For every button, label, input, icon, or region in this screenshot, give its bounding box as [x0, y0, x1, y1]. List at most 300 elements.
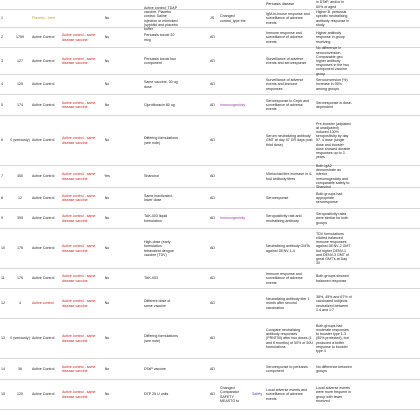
row-number-cell-text: 8	[1, 195, 3, 200]
change-note-cell[interactable]	[219, 48, 251, 74]
reviewer-cell[interactable]	[209, 0, 219, 9]
sample-size-cell-text: 399	[17, 216, 23, 221]
table-row[interactable]	[0, 48, 420, 75]
table-row[interactable]	[0, 269, 420, 289]
flag-cell[interactable]	[101, 0, 113, 9]
outcome-measure-cell-text: Vibriocidal titre increase in 4-fold antibody titres	[266, 172, 313, 181]
sample-size-cell-text: 120	[17, 392, 23, 397]
control-category-cell[interactable]	[61, 209, 101, 228]
flag-cell[interactable]	[101, 75, 113, 94]
flag-cell-text: No	[104, 35, 110, 40]
reviewer-cell[interactable]	[209, 229, 219, 268]
comparator-type-cell-text: Active Control	[32, 174, 55, 179]
comparator-description-cell[interactable]	[143, 48, 179, 74]
reviewer-cell[interactable]	[209, 209, 219, 228]
control-category-cell[interactable]	[61, 116, 101, 165]
sample-size-cell[interactable]	[9, 95, 31, 115]
sample-size-cell[interactable]	[9, 0, 31, 9]
row-number-cell-text: 3	[1, 58, 3, 63]
outcome-tag-cell[interactable]	[251, 0, 265, 9]
outcome-result-cell[interactable]	[315, 269, 353, 288]
comparator-type-cell-text: Placebo - inert	[32, 16, 56, 21]
flag-cell-text: No	[104, 16, 110, 21]
reviewer-cell[interactable]	[209, 116, 219, 165]
outcome-result-cell[interactable]	[315, 229, 353, 268]
reviewer-cell[interactable]	[209, 380, 219, 409]
outcome-measure-cell-text: Local adverse events and surveillance of adverse events	[266, 388, 307, 401]
outcome-result-cell[interactable]	[315, 0, 353, 9]
outcome-tag-cell[interactable]	[251, 95, 265, 115]
control-category-cell[interactable]	[61, 166, 101, 187]
flag-cell-text: No	[104, 246, 110, 251]
table-row[interactable]	[0, 359, 420, 380]
table-row[interactable]	[0, 28, 420, 48]
table-row[interactable]	[0, 289, 420, 319]
comparator-type-cell-text: Active Control	[32, 102, 55, 107]
table-row[interactable]	[0, 209, 420, 229]
sample-size-cell-text: 1759	[16, 35, 24, 40]
flag-cell[interactable]	[101, 269, 113, 288]
outcome-result-cell[interactable]	[315, 359, 353, 379]
row-number-cell[interactable]	[0, 95, 9, 115]
control-category-cell-text: Active control - same disease vaccine	[62, 390, 96, 399]
change-note-cell[interactable]	[219, 359, 251, 379]
reviewer-cell-text: AD	[210, 102, 215, 107]
sample-size-cell[interactable]	[9, 48, 31, 74]
comparator-description-cell[interactable]	[143, 116, 179, 165]
row-number-cell-text: 11	[1, 276, 5, 281]
comparator-type-cell[interactable]	[31, 209, 61, 228]
outcome-measure-cell[interactable]	[265, 28, 315, 47]
change-note-cell[interactable]	[219, 116, 251, 165]
outcome-measure-cell[interactable]	[265, 380, 315, 409]
change-note-cell-text: Immunogenicity	[220, 102, 246, 107]
row-number-cell[interactable]	[0, 75, 9, 94]
comparator-type-cell[interactable]	[31, 269, 61, 288]
outcome-result-cell-text: Seroresponse w dose-dependent	[316, 100, 352, 109]
format-cell[interactable]	[113, 10, 143, 27]
outcome-measure-cell[interactable]	[265, 95, 315, 115]
sample-size-cell[interactable]	[9, 116, 31, 165]
outcome-measure-cell[interactable]	[265, 48, 315, 74]
reviewer-cell[interactable]	[209, 269, 219, 288]
sample-size-cell[interactable]	[9, 319, 31, 358]
control-category-cell-text: Active control - same disease vaccine	[62, 56, 96, 65]
row-number-cell-text: 7	[1, 174, 3, 179]
role-cell[interactable]	[179, 380, 209, 409]
outcome-measure-cell-text: Immune response and surveillance of adverse events	[266, 272, 303, 285]
table-row[interactable]	[0, 116, 420, 166]
control-category-cell[interactable]	[61, 10, 101, 27]
control-category-cell-text: Active control - same disease vaccine	[62, 214, 96, 223]
reviewer-cell-text: JS	[210, 16, 215, 21]
comparator-type-cell[interactable]	[31, 380, 61, 409]
change-note-cell[interactable]	[219, 0, 251, 9]
reviewer-cell[interactable]	[209, 75, 219, 94]
comparator-type-cell[interactable]	[31, 48, 61, 74]
comparator-description-cell-text: Ciprofloxacin 80 ug	[144, 102, 175, 107]
outcome-measure-cell[interactable]	[265, 75, 315, 94]
outcome-result-cell[interactable]	[315, 380, 353, 409]
outcome-result-cell-text: Pre-booster (adjusted at unadjusted) induced 100% seropositivity by day 57. 4 dose (single dose and booster dose showed durable responses up to 3 years	[316, 121, 351, 160]
comparator-description-cell[interactable]	[143, 188, 179, 208]
outcome-measure-cell[interactable]	[265, 10, 315, 27]
outcome-measure-cell[interactable]	[265, 166, 315, 187]
outcome-measure-cell-text: Serum neutralizing antibody GMT at day 57 GR days post third dose)	[266, 134, 313, 147]
control-category-cell[interactable]	[61, 75, 101, 94]
flag-cell-text: No	[104, 102, 110, 107]
flag-cell-text: No	[104, 336, 110, 341]
sample-size-cell[interactable]	[9, 75, 31, 94]
outcome-result-cell[interactable]	[315, 48, 353, 74]
row-number-cell-text: 12	[1, 301, 5, 306]
format-cell[interactable]	[113, 209, 143, 228]
table-row[interactable]	[0, 5, 420, 31]
comparator-type-cell-text: Active Control	[32, 336, 55, 341]
format-cell[interactable]	[113, 380, 143, 409]
table-row[interactable]	[0, 95, 420, 116]
row-number-cell[interactable]	[0, 188, 9, 208]
comparator-description-cell-text: Different dose of same vaccine	[144, 299, 171, 308]
role-cell[interactable]	[179, 209, 209, 228]
format-cell[interactable]	[113, 289, 143, 318]
row-number-cell-text: 5	[1, 102, 3, 107]
role-cell[interactable]	[179, 269, 209, 288]
comparator-description-cell[interactable]	[143, 28, 179, 47]
reviewer-cell-text: AD	[210, 276, 215, 281]
comparator-description-cell-text: Same inactivated, lower dose	[144, 193, 173, 202]
row-number-cell[interactable]	[0, 48, 9, 74]
outcome-measure-cell[interactable]	[265, 319, 315, 358]
format-cell[interactable]	[113, 188, 143, 208]
control-category-cell-text: Active control - same disease vaccine	[62, 193, 96, 202]
flag-cell[interactable]	[101, 380, 113, 409]
table-row[interactable]	[0, 0, 420, 10]
outcome-result-cell[interactable]	[315, 209, 353, 228]
flag-cell[interactable]	[101, 319, 113, 358]
reviewer-cell-text: AD	[210, 366, 215, 371]
comparator-type-cell-text: Active Control	[32, 58, 55, 63]
outcome-result-cell-text: Both IgA2 demonstrate an inferior immunogenicity and comparable safety to Shanchol	[316, 163, 350, 189]
format-cell[interactable]	[113, 229, 143, 268]
change-note-cell[interactable]	[219, 380, 251, 409]
outcome-result-cell[interactable]	[315, 95, 353, 115]
outcome-result-cell-text: Higher antibody response in group receiving	[316, 31, 345, 44]
sample-size-cell[interactable]	[9, 229, 31, 268]
outcome-measure-cell[interactable]	[265, 289, 315, 318]
role-cell[interactable]	[179, 166, 209, 187]
flag-cell-text: No	[104, 195, 110, 200]
outcome-tag-cell[interactable]	[251, 28, 265, 47]
format-cell[interactable]	[113, 319, 143, 358]
row-number-cell[interactable]	[0, 28, 9, 47]
outcome-measure-cell[interactable]	[265, 229, 315, 268]
comparator-type-cell[interactable]	[31, 116, 61, 165]
sample-size-cell-text: 0 (seriously)	[10, 138, 30, 143]
row-number-cell[interactable]	[0, 10, 9, 27]
outcome-result-cell-text: Seroconversion (%). Increase in 95% among groups	[316, 78, 349, 91]
reviewer-cell[interactable]	[209, 28, 219, 47]
role-cell[interactable]	[179, 48, 209, 74]
flag-cell[interactable]	[101, 359, 113, 379]
control-category-cell[interactable]	[61, 28, 101, 47]
table-row[interactable]	[0, 163, 420, 189]
comparator-description-cell[interactable]	[143, 209, 179, 228]
outcome-tag-cell[interactable]	[251, 48, 265, 74]
comparator-type-cell-text: Active Control	[32, 82, 55, 87]
outcome-measure-cell-text: Surveillance of adverse events and seroresponse	[266, 56, 307, 65]
sample-size-cell-text: 127	[17, 58, 23, 63]
outcome-measure-cell[interactable]	[265, 209, 315, 228]
role-cell[interactable]	[179, 0, 209, 9]
comparator-type-cell[interactable]	[31, 319, 61, 358]
outcome-tag-cell[interactable]	[251, 166, 265, 187]
comparator-type-cell-text: Active Control	[32, 276, 55, 281]
change-note-cell[interactable]	[219, 319, 251, 358]
outcome-result-cell[interactable]	[315, 289, 353, 318]
comparator-type-cell[interactable]	[31, 75, 61, 94]
reviewer-cell[interactable]	[209, 289, 219, 318]
outcome-tag-cell[interactable]	[251, 116, 265, 165]
reviewer-cell[interactable]	[209, 48, 219, 74]
comparator-type-cell[interactable]	[31, 359, 61, 379]
table-row[interactable]	[0, 380, 420, 410]
comparator-description-cell[interactable]	[143, 319, 179, 358]
role-cell[interactable]	[179, 289, 209, 318]
format-cell[interactable]	[113, 359, 143, 379]
control-category-cell[interactable]	[61, 48, 101, 74]
reviewer-cell[interactable]	[209, 319, 219, 358]
flag-cell[interactable]	[101, 289, 113, 318]
change-note-cell[interactable]	[219, 289, 251, 318]
comparator-type-cell[interactable]	[31, 28, 61, 47]
format-cell[interactable]	[113, 28, 143, 47]
format-cell[interactable]	[113, 48, 143, 74]
outcome-tag-cell[interactable]	[251, 380, 265, 409]
outcome-tag-cell[interactable]	[251, 289, 265, 318]
outcome-measure-cell[interactable]	[265, 269, 315, 288]
control-category-cell[interactable]	[61, 359, 101, 379]
outcome-measure-cell-text: Immune response and surveillance of adverse events	[266, 31, 303, 44]
comparator-description-cell[interactable]	[143, 269, 179, 288]
reviewer-cell[interactable]	[209, 188, 219, 208]
control-category-cell[interactable]	[61, 289, 101, 318]
change-note-cell-text: Immunogenicity	[220, 216, 246, 221]
sample-size-cell[interactable]	[9, 28, 31, 47]
flag-cell[interactable]	[101, 209, 113, 228]
outcome-tag-cell[interactable]	[251, 209, 265, 228]
outcome-result-cell[interactable]	[315, 188, 353, 208]
row-number-cell[interactable]	[0, 166, 9, 187]
reviewer-cell[interactable]	[209, 359, 219, 379]
outcome-result-cell[interactable]	[315, 28, 353, 47]
role-cell[interactable]	[179, 359, 209, 379]
outcome-measure-cell-text: Seropositivity rate and neutralizing antibody	[266, 214, 302, 223]
change-note-cell[interactable]	[219, 229, 251, 268]
row-number-cell[interactable]	[0, 319, 9, 358]
comparator-type-cell[interactable]	[31, 10, 61, 27]
flag-cell[interactable]	[101, 188, 113, 208]
comparator-description-cell-text: TAK-003 liquid formulation	[144, 214, 168, 223]
control-category-cell-text: Active control - same disease vaccine	[62, 334, 96, 343]
comparator-description-cell[interactable]	[143, 380, 179, 409]
change-note-cell[interactable]	[219, 28, 251, 47]
sample-size-cell[interactable]	[9, 380, 31, 409]
outcome-tag-cell[interactable]	[251, 75, 265, 94]
control-category-cell[interactable]	[61, 229, 101, 268]
table-row[interactable]	[0, 229, 420, 269]
role-cell[interactable]	[179, 10, 209, 27]
format-cell[interactable]	[113, 75, 143, 94]
outcome-result-cell[interactable]	[315, 75, 353, 94]
format-cell[interactable]	[113, 0, 143, 9]
outcome-measure-cell[interactable]	[265, 116, 315, 165]
comparator-description-cell[interactable]	[143, 229, 179, 268]
outcome-measure-cell-text: Pertussis disease	[266, 2, 295, 7]
outcome-measure-cell[interactable]	[265, 359, 315, 379]
flag-cell-text: No	[104, 82, 110, 87]
change-note-cell-text: Changed control_type the	[220, 14, 246, 23]
row-number-cell[interactable]	[0, 380, 9, 409]
reviewer-cell[interactable]	[209, 166, 219, 187]
reviewer-cell[interactable]	[209, 10, 219, 27]
comparator-type-cell[interactable]	[31, 0, 61, 9]
row-number-cell[interactable]	[0, 116, 9, 165]
reviewer-cell-text: AD	[210, 301, 215, 306]
sample-size-cell[interactable]	[9, 10, 31, 27]
comparator-description-cell-text: TAK-003	[144, 276, 158, 281]
comparator-type-cell-text: Active Control	[32, 35, 55, 40]
sample-size-cell[interactable]	[9, 359, 31, 379]
comparator-description-cell-text: Same vaccine, 30 ug dose	[144, 80, 178, 89]
comparator-type-cell-text: Active Control	[32, 246, 55, 251]
outcome-tag-cell[interactable]	[251, 269, 265, 288]
comparator-type-cell[interactable]	[31, 188, 61, 208]
row-number-cell[interactable]	[0, 209, 9, 228]
format-cell[interactable]	[113, 116, 143, 165]
flag-cell[interactable]	[101, 10, 113, 27]
reviewer-cell-text: AD	[210, 246, 215, 251]
reviewer-cell-text: AD	[210, 35, 215, 40]
sample-size-cell[interactable]	[9, 269, 31, 288]
control-category-cell-text: Active control - same disease vaccine	[62, 100, 96, 109]
format-cell[interactable]	[113, 166, 143, 187]
comparator-type-cell-text: Active Control	[32, 195, 55, 200]
change-note-cell[interactable]	[219, 166, 251, 187]
reviewer-cell-text: AD	[210, 174, 215, 179]
outcome-tag-cell[interactable]	[251, 10, 265, 27]
table-row[interactable]	[0, 75, 420, 95]
row-number-cell-text: 14	[1, 366, 5, 371]
sample-size-cell[interactable]	[9, 209, 31, 228]
outcome-result-cell-text: Both groups had appropriate seroresponse	[316, 191, 343, 205]
control-category-cell[interactable]	[61, 380, 101, 409]
row-number-cell[interactable]	[0, 269, 9, 288]
row-number-cell[interactable]	[0, 359, 9, 379]
outcome-measure-cell[interactable]	[265, 0, 315, 9]
change-note-cell[interactable]	[219, 188, 251, 208]
change-note-cell[interactable]	[219, 10, 251, 27]
role-cell[interactable]	[179, 319, 209, 358]
flag-cell[interactable]	[101, 229, 113, 268]
flag-cell[interactable]	[101, 28, 113, 47]
role-cell[interactable]	[179, 229, 209, 268]
change-note-cell[interactable]	[219, 75, 251, 94]
sample-size-cell[interactable]	[9, 289, 31, 318]
comparator-type-cell[interactable]	[31, 289, 61, 318]
outcome-result-cell[interactable]	[315, 116, 353, 165]
comparator-description-cell[interactable]	[143, 289, 179, 318]
comparator-type-cell[interactable]	[31, 229, 61, 268]
outcome-result-cell-text: Local adverse events were more frequent in group with fewer received	[316, 386, 351, 403]
comparator-type-cell-text: Active Control	[32, 392, 55, 397]
comparator-description-cell[interactable]	[143, 95, 179, 115]
row-number-cell[interactable]	[0, 229, 9, 268]
comparator-description-cell[interactable]	[143, 5, 179, 31]
comparator-type-cell[interactable]	[31, 95, 61, 115]
outcome-tag-cell[interactable]	[251, 319, 265, 358]
outcome-result-cell-text: 38%, 45% and 67% of vaccinated subjects neutralized between 1:4 and 1:7	[316, 295, 352, 312]
control-category-cell[interactable]	[61, 269, 101, 288]
row-number-cell[interactable]	[0, 0, 9, 9]
flag-cell-text: Yes	[104, 174, 110, 179]
role-cell[interactable]	[179, 75, 209, 94]
change-note-cell[interactable]	[219, 95, 251, 115]
outcome-tag-cell[interactable]	[251, 229, 265, 268]
control-category-cell-text: Active control - same disease vaccine	[62, 172, 96, 181]
comparator-description-cell[interactable]	[143, 166, 179, 187]
outcome-result-cell[interactable]	[315, 319, 353, 358]
outcome-measure-cell[interactable]	[265, 188, 315, 208]
comparator-description-cell[interactable]	[143, 75, 179, 94]
table-row[interactable]	[0, 188, 420, 209]
comparator-description-cell[interactable]	[143, 359, 179, 379]
outcome-measure-cell-text: IgM-in-house response and surveillance of adverse events	[266, 12, 310, 25]
role-cell[interactable]	[179, 116, 209, 165]
flag-cell[interactable]	[101, 166, 113, 187]
control-category-cell[interactable]	[61, 95, 101, 115]
outcome-result-cell-text: Both groups had moderate responses to booster type 1-3 (50% protected), but produced a better response to booster type 4	[316, 323, 349, 353]
flag-cell[interactable]	[101, 95, 113, 115]
sample-size-cell[interactable]	[9, 166, 31, 187]
control-category-cell[interactable]	[61, 319, 101, 358]
outcome-result-cell[interactable]	[315, 10, 353, 27]
change-note-cell[interactable]	[219, 269, 251, 288]
outcome-tag-cell[interactable]	[251, 359, 265, 379]
flag-cell[interactable]	[101, 116, 113, 165]
role-cell[interactable]	[179, 28, 209, 47]
flag-cell-text: No	[104, 58, 110, 63]
table-row[interactable]	[0, 319, 420, 359]
control-category-cell[interactable]	[61, 0, 101, 9]
outcome-tag-cell[interactable]	[251, 188, 265, 208]
sample-size-cell[interactable]	[9, 188, 31, 208]
flag-cell[interactable]	[101, 48, 113, 74]
control-category-cell[interactable]	[61, 188, 101, 208]
flag-cell-text: No	[104, 366, 110, 371]
role-cell[interactable]	[179, 95, 209, 115]
comparator-description-cell-text: High-dose (early formulation tetravalent dengue vaccine (TDV)	[144, 240, 174, 257]
row-number-cell[interactable]	[0, 289, 9, 318]
format-cell[interactable]	[113, 95, 143, 115]
control-category-cell-text: Active control - same disease vaccine	[62, 244, 96, 253]
reviewer-cell[interactable]	[209, 95, 219, 115]
outcome-result-cell[interactable]	[315, 163, 353, 189]
format-cell[interactable]	[113, 269, 143, 288]
comparator-type-cell[interactable]	[31, 166, 61, 187]
role-cell[interactable]	[179, 188, 209, 208]
change-note-cell[interactable]	[219, 209, 251, 228]
